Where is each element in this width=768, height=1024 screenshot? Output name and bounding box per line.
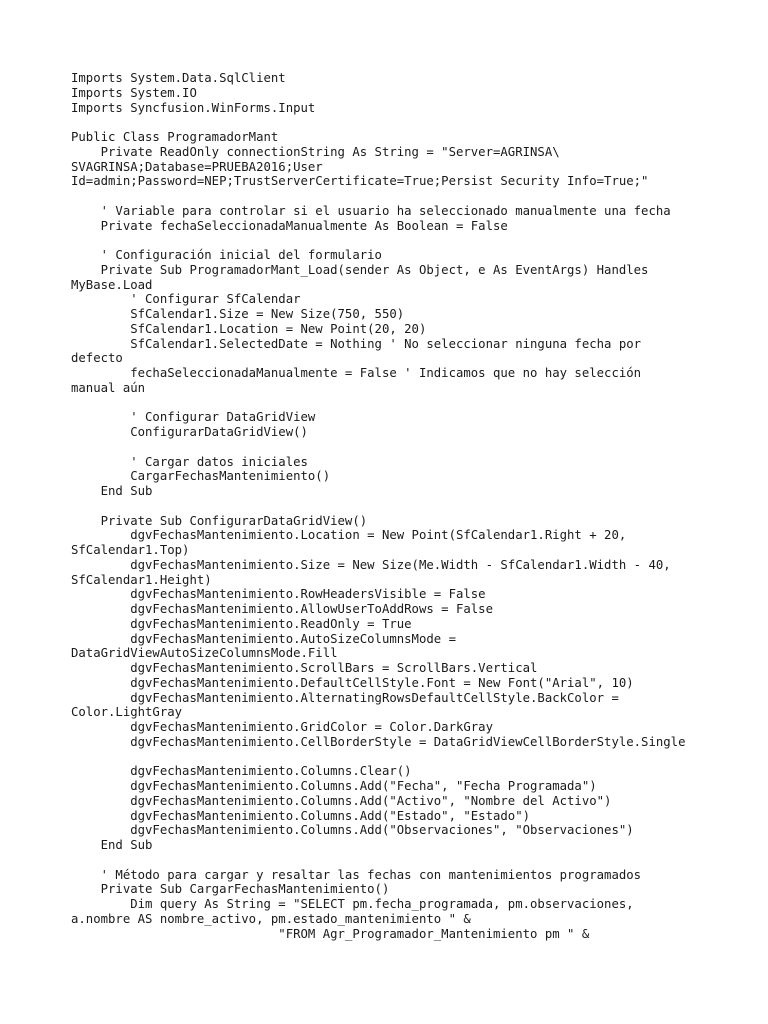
- code-line: ' Configuración inicial del formulario: [71, 248, 382, 262]
- code-line: Public Class ProgramadorMant: [71, 130, 279, 144]
- code-line: dgvFechasMantenimiento.Columns.Clear(): [71, 764, 412, 779]
- code-line: dgvFechasMantenimiento.GridColor = Color.DarkGray: [71, 720, 493, 734]
- code-line: "FROM Agr_Programador_Mantenimiento pm " &: [71, 926, 590, 941]
- code-line: End Sub: [71, 484, 153, 498]
- code-line: dgvFechasMantenimiento.RowHeadersVisible = False: [71, 587, 486, 602]
- code-line: SVAGRINSA;Database=PRUEBA2016;User: [71, 159, 323, 174]
- code-line: MyBase.Load: [71, 277, 153, 292]
- code-line: dgvFechasMantenimiento.AutoSizeColumnsMode =: [71, 631, 456, 646]
- code-listing: [71, 71, 731, 941]
- code-line: CargarFechasMantenimiento(): [71, 469, 331, 484]
- code-line: [71, 440, 731, 455]
- code-line: Id=admin;Password=NEP;TrustServerCertificate=True;Persist Security Info=True;": [71, 174, 649, 189]
- code-line: SfCalendar1.Size = New Size(750, 550): [71, 307, 405, 321]
- code-line: ' Método para cargar y resaltar las fechas con mantenimientos programados: [71, 867, 642, 882]
- code-line: [71, 853, 731, 868]
- code-line: Private fechaSeleccionadaManualmente As Boolean = False: [71, 218, 508, 233]
- code-line: [71, 499, 731, 514]
- code-line: SfCalendar1.SelectedDate = Nothing ' No seleccionar ninguna fecha por: [71, 336, 642, 351]
- code-line: fechaSeleccionadaManualmente = False ' Indicamos que no hay selección: [71, 366, 642, 380]
- code-line: dgvFechasMantenimiento.Size = New Size(Me.Width - SfCalendar1.Width - 40,: [71, 557, 671, 572]
- code-line: Private ReadOnly connectionString As String = "Server=AGRINSA\: [71, 144, 560, 159]
- code-line: manual aún: [71, 380, 146, 395]
- code-line: dgvFechasMantenimiento.ScrollBars = ScrollBars.Vertical: [71, 661, 538, 675]
- code-line: dgvFechasMantenimiento.AllowUserToAddRows = False: [71, 602, 493, 616]
- code-line: SfCalendar1.Height): [71, 572, 212, 587]
- code-line: dgvFechasMantenimiento.Columns.Add("Activo", "Nombre del Activo"): [71, 793, 612, 808]
- code-line: ' Configurar SfCalendar: [71, 292, 301, 307]
- code-line: Dim query As String = "SELECT pm.fecha_programada, pm.observaciones,: [71, 897, 634, 911]
- code-line: [71, 115, 731, 130]
- code-line: Private Sub CargarFechasMantenimiento(): [71, 882, 390, 897]
- code-line: Color.LightGray: [71, 705, 183, 720]
- code-line: ConfigurarDataGridView(): [71, 425, 308, 439]
- code-line: [71, 396, 731, 411]
- code-line: [71, 189, 731, 204]
- code-line: ' Configurar DataGridView: [71, 410, 316, 425]
- code-line: Imports System.IO: [71, 85, 197, 100]
- code-line: dgvFechasMantenimiento.DefaultCellStyle.Font = New Font("Arial", 10): [71, 675, 634, 690]
- code-line: Imports Syncfusion.WinForms.Input: [71, 100, 316, 115]
- code-line: dgvFechasMantenimiento.Location = New Point(SfCalendar1.Right + 20,: [71, 528, 627, 543]
- code-line: dgvFechasMantenimiento.AlternatingRowsDefaultCellStyle.BackColor =: [71, 690, 619, 705]
- code-line: End Sub: [71, 838, 153, 852]
- code-line: SfCalendar1.Top): [71, 543, 190, 557]
- code-line: defecto: [71, 351, 123, 366]
- code-line: dgvFechasMantenimiento.ReadOnly = True: [71, 616, 412, 631]
- code-line: Private Sub ProgramadorMant_Load(sender As Object, e As EventArgs) Handles: [71, 262, 649, 277]
- code-line: Private Sub ConfigurarDataGridView(): [71, 513, 368, 528]
- code-line: dgvFechasMantenimiento.Columns.Add("Fecha", "Fecha Programada"): [71, 779, 597, 793]
- code-line: dgvFechasMantenimiento.Columns.Add("Observaciones", "Observaciones"): [71, 823, 634, 838]
- code-line: ' Cargar datos iniciales: [71, 454, 308, 469]
- code-line: [71, 750, 731, 765]
- code-line: [71, 233, 731, 248]
- code-line: a.nombre AS nombre_activo, pm.estado_mantenimiento " &: [71, 911, 471, 926]
- code-line: SfCalendar1.Location = New Point(20, 20): [71, 321, 427, 336]
- code-line: dgvFechasMantenimiento.CellBorderStyle = DataGridViewCellBorderStyle.Single: [71, 734, 686, 749]
- code-line: Imports System.Data.SqlClient: [71, 71, 286, 85]
- code-line: DataGridViewAutoSizeColumnsMode.Fill: [71, 646, 338, 661]
- code-line: ' Variable para controlar si el usuario ha seleccionado manualmente una fecha: [71, 203, 671, 218]
- code-line: dgvFechasMantenimiento.Columns.Add("Estado", "Estado"): [71, 808, 531, 823]
